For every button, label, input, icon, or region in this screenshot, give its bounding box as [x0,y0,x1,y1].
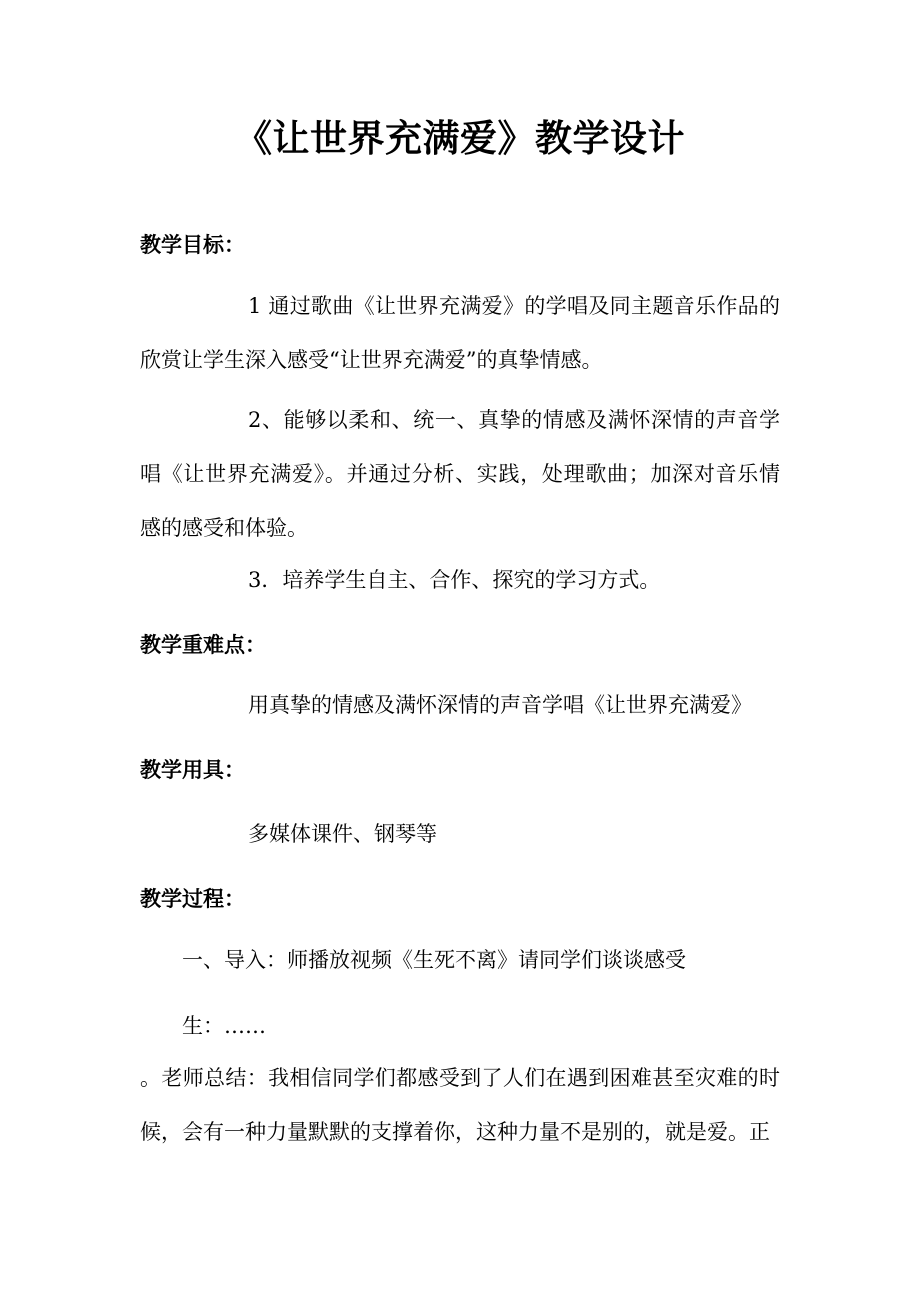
objective-item-2: 2、能够以柔和、统一、真挚的情感及满怀深情的声音学唱《让世界充满爱》。并通过分析、实践，处理歌曲；加深对音乐情感的感受和体验。 [140,408,780,540]
process-student: 生：…… [182,1014,266,1038]
objective-item-3: 3．培养学生自主、合作、探究的学习方式。 [248,568,661,592]
process-intro: 一、导入：师播放视频《生死不离》请同学们谈谈感受 [182,948,686,972]
tools-heading: 教学用具： [140,757,245,782]
document-title: 《让世界充满爱》教学设计 [235,116,685,160]
key-points-heading: 教学重难点： [140,632,266,657]
process-summary: 。老师总结：我相信同学们都感受到了人们在遇到困难甚至灾难的时候，会有一种力量默默的支撑着你，这种力量不是别的，就是爱。正 [140,1066,780,1144]
objective-item-1: 1 通过歌曲《让世界充满爱》的学唱及同主题音乐作品的欣赏让学生深入感受“让世界充满爱”的真挚情感。 [140,294,780,372]
key-points-text: 用真挚的情感及满怀深情的声音学唱《让世界充满爱》 [248,693,752,717]
tools-text: 多媒体课件、钢琴等 [248,822,437,846]
objectives-heading: 教学目标： [140,232,245,257]
process-heading: 教学过程： [140,886,245,911]
